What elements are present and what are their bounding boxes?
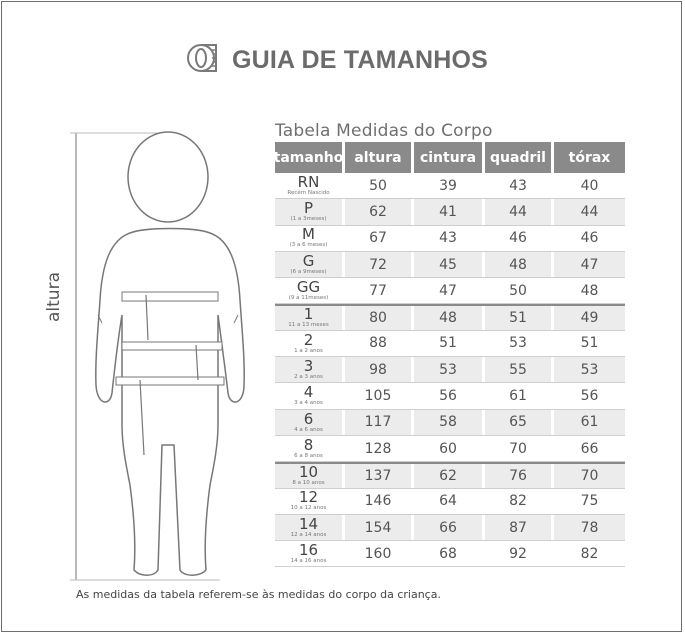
cintura-cell: 45 (414, 252, 485, 277)
size-table (275, 142, 625, 567)
table-row (275, 173, 625, 199)
cintura-cell: 48 (414, 306, 485, 329)
size-age-range: 3 a 4 anos (294, 400, 323, 407)
size-cell (275, 306, 345, 329)
child-figure-illustration (50, 125, 280, 585)
size-age-range: 4 a 6 anos (294, 426, 323, 433)
table-row (275, 331, 625, 357)
altura-cell: 137 (345, 464, 414, 487)
cintura-cell: 39 (414, 173, 485, 198)
altura-cell: 62 (345, 199, 414, 224)
torax-cell: 82 (580, 545, 599, 562)
size-cell (275, 541, 345, 566)
size-cell (275, 410, 345, 435)
cintura-cell: 62 (414, 464, 485, 487)
cintura-cell: 51 (414, 331, 485, 356)
altura-cell: 160 (345, 541, 414, 566)
table-row (275, 199, 625, 225)
cintura-cell: 64 (414, 489, 485, 514)
size-cell (275, 278, 345, 303)
table-body (275, 173, 625, 567)
cintura-cell: 60 (414, 436, 485, 461)
size-label: 1 (303, 305, 314, 324)
quadril-cell: 44 (485, 199, 554, 224)
size-age-range: 11 a 13 meses (288, 322, 329, 329)
cintura-cell: 43 (414, 226, 485, 251)
table-row (275, 226, 625, 252)
table-row (275, 541, 625, 567)
size-age-range: 2 a 3 anos (294, 373, 323, 380)
size-label: 2 (303, 330, 314, 349)
table-row (275, 436, 625, 462)
torax-cell: 66 (580, 440, 599, 457)
altura-cell: 98 (345, 357, 414, 382)
column-header-quadril: quadril (485, 142, 554, 173)
torax-cell: 61 (554, 410, 625, 435)
table-row (275, 462, 625, 488)
size-age-range: Recém Nascido (287, 189, 330, 196)
quadril-cell: 53 (485, 331, 554, 356)
footnote: As medidas da tabela referem-se às medidas do corpo da criança. (76, 588, 441, 601)
size-cell (275, 226, 345, 251)
size-cell (275, 357, 345, 382)
size-cell (275, 331, 345, 356)
size-label: 8 (303, 435, 314, 454)
quadril-cell: 55 (485, 357, 554, 382)
measuring-tape-icon (186, 39, 224, 82)
torax-cell: 40 (580, 177, 599, 194)
size-cell (275, 199, 345, 224)
table-row (275, 252, 625, 278)
size-age-range: (9 a 11meses) (288, 295, 329, 302)
table-row (275, 515, 625, 541)
column-header-altura: altura (345, 142, 414, 173)
size-label: 10 (298, 463, 319, 482)
torax-cell: 51 (580, 335, 599, 352)
cintura-cell: 47 (414, 278, 485, 303)
cintura-cell: 68 (414, 541, 485, 566)
torax-cell: 75 (580, 493, 599, 510)
altura-cell: 128 (345, 436, 414, 461)
column-header-tamanho: tamanho (275, 142, 345, 173)
size-age-range: 1 a 2 anos (294, 347, 323, 354)
altura-cell: 146 (345, 489, 414, 514)
table-row (275, 357, 625, 383)
size-cell (275, 383, 345, 408)
torax-cell: 48 (580, 282, 599, 299)
table-row (275, 278, 625, 304)
altura-cell: 77 (345, 278, 414, 303)
quadril-cell: 50 (485, 278, 554, 303)
altura-cell: 80 (345, 306, 414, 329)
size-age-range: 12 a 14 anos (290, 531, 327, 538)
torax-cell: 44 (554, 199, 625, 224)
quadril-cell: 70 (485, 436, 554, 461)
altura-cell: 154 (345, 515, 414, 540)
size-label: 6 (303, 409, 314, 428)
column-header-cintura: cintura (414, 142, 485, 173)
header (186, 40, 488, 80)
size-age-range: 14 a 16 anos (290, 558, 327, 565)
page-title: GUIA DE TAMANHOS (232, 45, 488, 74)
torax-cell: 56 (580, 388, 599, 405)
size-label: 12 (298, 488, 319, 507)
size-cell (275, 464, 345, 487)
size-label: GG (296, 278, 321, 297)
quadril-cell: 51 (485, 306, 554, 329)
cintura-cell: 56 (414, 383, 485, 408)
size-label: P (303, 199, 314, 218)
cintura-cell: 53 (414, 357, 485, 382)
size-label: G (302, 251, 315, 270)
altura-cell: 50 (345, 173, 414, 198)
torax-cell: 49 (554, 306, 625, 329)
size-label: 14 (298, 514, 319, 533)
table-row (275, 383, 625, 409)
torax-cell: 46 (580, 230, 599, 247)
table-row (275, 489, 625, 515)
quadril-cell: 61 (485, 383, 554, 408)
torax-cell: 78 (554, 515, 625, 540)
altura-cell: 105 (345, 383, 414, 408)
size-label: 4 (303, 383, 314, 402)
size-cell (275, 173, 345, 198)
cintura-cell: 58 (414, 410, 485, 435)
quadril-cell: 87 (485, 515, 554, 540)
cintura-cell: 66 (414, 515, 485, 540)
quadril-cell: 65 (485, 410, 554, 435)
size-age-range: 10 a 12 anos (290, 505, 327, 512)
torax-cell: 47 (554, 252, 625, 277)
quadril-cell: 92 (485, 541, 554, 566)
altura-cell: 72 (345, 252, 414, 277)
size-cell (275, 489, 345, 514)
size-cell (275, 515, 345, 540)
size-age-range: (1 a 3meses) (290, 216, 327, 223)
size-label: RN (297, 172, 320, 191)
altura-cell: 88 (345, 331, 414, 356)
torax-cell: 70 (554, 464, 625, 487)
size-age-range: (6 a 9meses) (290, 268, 327, 275)
quadril-cell: 82 (485, 489, 554, 514)
altura-cell: 117 (345, 410, 414, 435)
size-cell (275, 252, 345, 277)
table-row (275, 410, 625, 436)
table-title: Tabela Medidas do Corpo (275, 121, 493, 141)
table-header-row (275, 142, 625, 173)
torax-cell: 53 (554, 357, 625, 382)
size-label: 16 (298, 541, 319, 560)
size-age-range: 6 a 8 anos (294, 452, 323, 459)
quadril-cell: 48 (485, 252, 554, 277)
quadril-cell: 46 (485, 226, 554, 251)
column-header-torax: tórax (554, 142, 625, 173)
altura-label: altura (44, 272, 64, 322)
altura-cell: 67 (345, 226, 414, 251)
size-cell (275, 436, 345, 461)
cintura-cell: 41 (414, 199, 485, 224)
size-label: 3 (303, 356, 314, 375)
quadril-cell: 43 (485, 173, 554, 198)
table-row (275, 304, 625, 330)
size-age-range: (3 a 6 meses) (289, 242, 328, 249)
size-label: M (302, 225, 315, 244)
quadril-cell: 76 (485, 464, 554, 487)
size-age-range: 8 a 10 anos (292, 480, 325, 487)
